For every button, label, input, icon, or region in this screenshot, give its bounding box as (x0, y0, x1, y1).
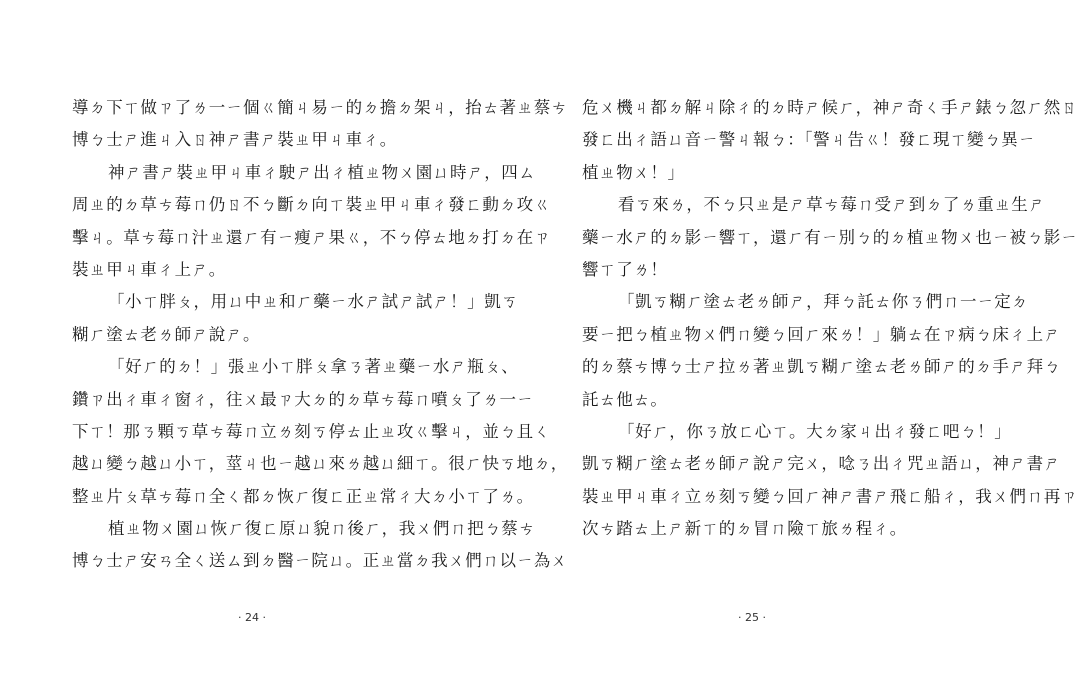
text-line: 糊ㄏ塗ㄊ老ㄌ師ㄕ說ㄕ。 (72, 324, 261, 344)
text-line: 植ㄓ物ㄨ園ㄩ恢ㄏ復ㄈ原ㄩ貌ㄇ後ㄏ，我ㄨ們ㄇ把ㄅ蔡ㄘ (108, 519, 536, 539)
text-line: 看ㄎ來ㄌ，不ㄅ只ㄓ是ㄕ草ㄘ莓ㄇ受ㄕ到ㄉ了ㄌ重ㄓ生ㄕ (618, 195, 1046, 215)
text-line: 要ㄧ把ㄅ植ㄓ物ㄨ們ㄇ變ㄅ回ㄏ來ㄌ！」躺ㄊ在ㄗ病ㄅ床ㄔ上ㄕ (582, 324, 1061, 344)
text-line: 神ㄕ書ㄕ裝ㄓ甲ㄐ車ㄔ駛ㄕ出ㄔ植ㄓ物ㄨ園ㄩ時ㄕ，四ㄙ (108, 162, 536, 182)
text-line: 發ㄈ出ㄔ語ㄩ音ㄧ警ㄐ報ㄅ：「警ㄐ告ㄍ！發ㄈ現ㄒ變ㄅ異ㄧ (582, 130, 1036, 150)
text-line: 「凱ㄎ糊ㄏ塗ㄊ老ㄌ師ㄕ，拜ㄅ託ㄊ你ㄋ們ㄇ一ㄧ定ㄉ (618, 292, 1029, 312)
right-page-text (582, 92, 1078, 545)
text-line: 託ㄊ他ㄊ。 (582, 389, 668, 409)
text-line: 下ㄒ！那ㄋ顆ㄎ草ㄘ莓ㄇ立ㄌ刻ㄎ停ㄊ止ㄓ攻ㄍ擊ㄐ，並ㄅ且ㄑ (72, 421, 551, 441)
text-line: 博ㄅ士ㄕ安ㄢ全ㄑ送ㄙ到ㄉ醫ㄧ院ㄩ。正ㄓ當ㄉ我ㄨ們ㄇ以ㄧ為ㄨ (72, 551, 568, 571)
text-line: 整ㄓ片ㄆ草ㄘ莓ㄇ全ㄑ都ㄉ恢ㄏ復ㄈ正ㄓ常ㄔ大ㄉ小ㄒ了ㄌ。 (72, 486, 534, 506)
text-line: 「小ㄒ胖ㄆ，用ㄩ中ㄓ和ㄏ藥ㄧ水ㄕ試ㄕ試ㄕ！」凱ㄎ (108, 292, 519, 312)
text-line: 響ㄒ了ㄌ！ (582, 259, 668, 279)
text-line: 周ㄓ的ㄉ草ㄘ莓ㄇ仍ㄖ不ㄅ斷ㄉ向ㄒ裝ㄓ甲ㄐ車ㄔ發ㄈ動ㄉ攻ㄍ (72, 195, 551, 215)
text-line: 凱ㄎ糊ㄏ塗ㄊ老ㄌ師ㄕ說ㄕ完ㄨ，唸ㄋ出ㄔ咒ㄓ語ㄩ，神ㄕ書ㄕ (582, 454, 1061, 474)
text-line: 的ㄉ蔡ㄘ博ㄅ士ㄕ拉ㄌ著ㄓ凱ㄎ糊ㄏ塗ㄊ老ㄌ師ㄕ的ㄉ手ㄕ拜ㄅ (582, 357, 1061, 377)
text-line: 裝ㄓ甲ㄐ車ㄔ立ㄌ刻ㄎ變ㄅ回ㄏ神ㄕ書ㄕ飛ㄈ船ㄔ，我ㄨ們ㄇ再ㄗ (582, 486, 1078, 506)
page-number: · 25 · (738, 611, 766, 624)
text-line: 「好ㄏ的ㄉ！」張ㄓ小ㄒ胖ㄆ拿ㄋ著ㄓ藥ㄧ水ㄕ瓶ㄆ、 (108, 357, 519, 377)
text-line: 藥ㄧ水ㄕ的ㄉ影ㄧ響ㄒ，還ㄏ有ㄧ別ㄅ的ㄉ植ㄓ物ㄨ也ㄧ被ㄅ影ㄧ (582, 227, 1078, 247)
text-line: 裝ㄓ甲ㄐ車ㄔ上ㄕ。 (72, 259, 226, 279)
text-line: 「好ㄏ，你ㄋ放ㄈ心ㄒ。大ㄉ家ㄐ出ㄔ發ㄈ吧ㄅ！」 (618, 421, 1012, 441)
text-line: 危ㄨ機ㄐ都ㄉ解ㄐ除ㄔ的ㄉ時ㄕ候ㄏ，神ㄕ奇ㄑ手ㄕ錶ㄅ忽ㄏ然ㄖ (582, 98, 1078, 117)
left-page-text (72, 92, 568, 578)
text-line: 植ㄓ物ㄨ！」 (582, 162, 685, 182)
text-line: 越ㄩ變ㄅ越ㄩ小ㄒ，莖ㄐ也ㄧ越ㄩ來ㄌ越ㄩ細ㄒ。很ㄏ快ㄎ地ㄉ， (72, 454, 568, 474)
text-line: 次ㄘ踏ㄊ上ㄕ新ㄒ的ㄉ冒ㄇ險ㄒ旅ㄌ程ㄔ。 (582, 519, 907, 539)
text-line: 鑽ㄗ出ㄔ車ㄔ窗ㄔ，往ㄨ最ㄗ大ㄉ的ㄉ草ㄘ莓ㄇ噴ㄆ了ㄌ一ㄧ (72, 389, 534, 409)
text-line: 博ㄅ士ㄕ進ㄐ入ㄖ神ㄕ書ㄕ裝ㄓ甲ㄐ車ㄔ。 (72, 130, 397, 150)
page-number: · 24 · (238, 611, 266, 624)
text-line: 導ㄉ下ㄒ做ㄗ了ㄌ一ㄧ個ㄍ簡ㄐ易ㄧ的ㄉ擔ㄉ架ㄐ，抬ㄊ著ㄓ蔡ㄘ (72, 98, 568, 117)
right-page (500, 0, 1078, 677)
text-line: 擊ㄐ。草ㄘ莓ㄇ汁ㄓ還ㄏ有ㄧ瘦ㄕ果ㄍ，不ㄅ停ㄊ地ㄉ打ㄉ在ㄗ (72, 227, 551, 247)
